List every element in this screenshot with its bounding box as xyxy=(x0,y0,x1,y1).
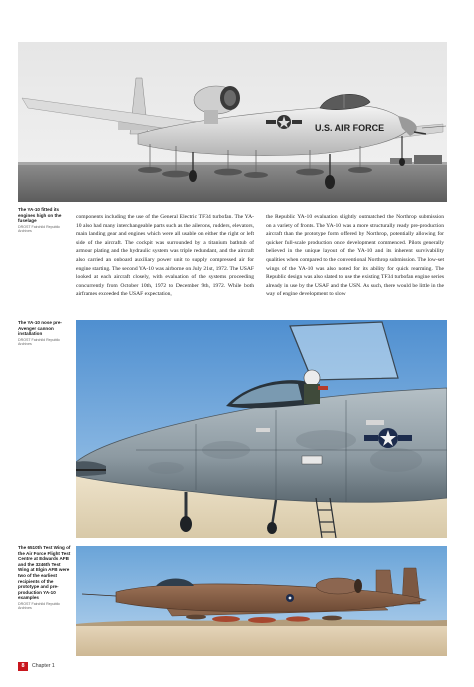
page-number: 8 xyxy=(18,662,28,671)
ya10-flight-photo xyxy=(76,546,447,656)
chapter-label: Chapter 1 xyxy=(32,663,55,669)
caption-3-headline: The 6510th Test Wing of the Air Force Flight Test Centre at Edwards AFB and the 3246th Test Wing at Elgin AFB were two of the earliest recipients of the prototype and pre-production YA-10 examples xyxy=(18,545,71,601)
ya10-cannon-photo xyxy=(76,320,447,538)
caption-2-credit: DROST Fairchild Republic Archives xyxy=(18,337,61,347)
body-column-1 xyxy=(76,213,254,299)
body-column-2-text: the Republic YA-10 evaluation slightly outmatched the Northrop submission on a variety of fronts. The YA-10 was a more structurally ready pre-production aircraft than the prototype form offered by Northrop, potentially allowing for quicker full-scale production once development commenced. Pilots generally believed in the unique layout of the YA-10 and its inherent survivability qualities when compared to the conventional Northrop submission. The low-set wings of the YA-10 was also noted for its ability for quick rearming. The Republic design was also slated to use the existing TF34 turbofan engine series already in use by the USAF and the USN. As such, there would be little in the way of engine development to slow xyxy=(266,214,444,298)
caption-1-credit: DROST Fairchild Republic Archives xyxy=(18,224,61,234)
ya10-cannon-illustration xyxy=(76,320,447,538)
caption-3-credit: DROST Fairchild Republic Archives xyxy=(18,601,61,611)
ya10-runway-illustration xyxy=(18,42,447,202)
ya10-flight-illustration xyxy=(76,546,447,656)
body-column-2 xyxy=(266,213,444,299)
caption-1-headline: The YA-10 fitted its engines high on the fuselage xyxy=(18,207,62,224)
page-footer xyxy=(18,661,55,671)
caption-2 xyxy=(18,320,72,347)
caption-2-headline: The YA-10 nose pre-Avenger cannon installation xyxy=(18,320,62,337)
caption-3 xyxy=(18,545,72,611)
body-column-1-text: components including the use of the General Electric TF34 turbofan. The YA-10 also had many interchangeable parts such as the ailerons, rudders, elevators, main landing gear and engines which were all usable on either the right or left side of the aircraft. The cockpit was surrounded by a titanium bathtub of armour plating and the hydraulic system was triple redundant, and the aircraft also carried an onboard auxiliary power unit to supply compressed air for engine starting. The second YA-10 was airborne on July 21st, 1972. The USAF looked at each aircraft closely, with evaluation of the systems proceeding concurrently from October 10th, 1972 to December 9th, 1972. While both airframes exceeded the USAF expectation, xyxy=(76,214,254,298)
fuselage-lettering: U.S. AIR FORCE xyxy=(315,123,385,133)
ya10-runway-photo xyxy=(18,42,447,202)
caption-1 xyxy=(18,207,72,234)
